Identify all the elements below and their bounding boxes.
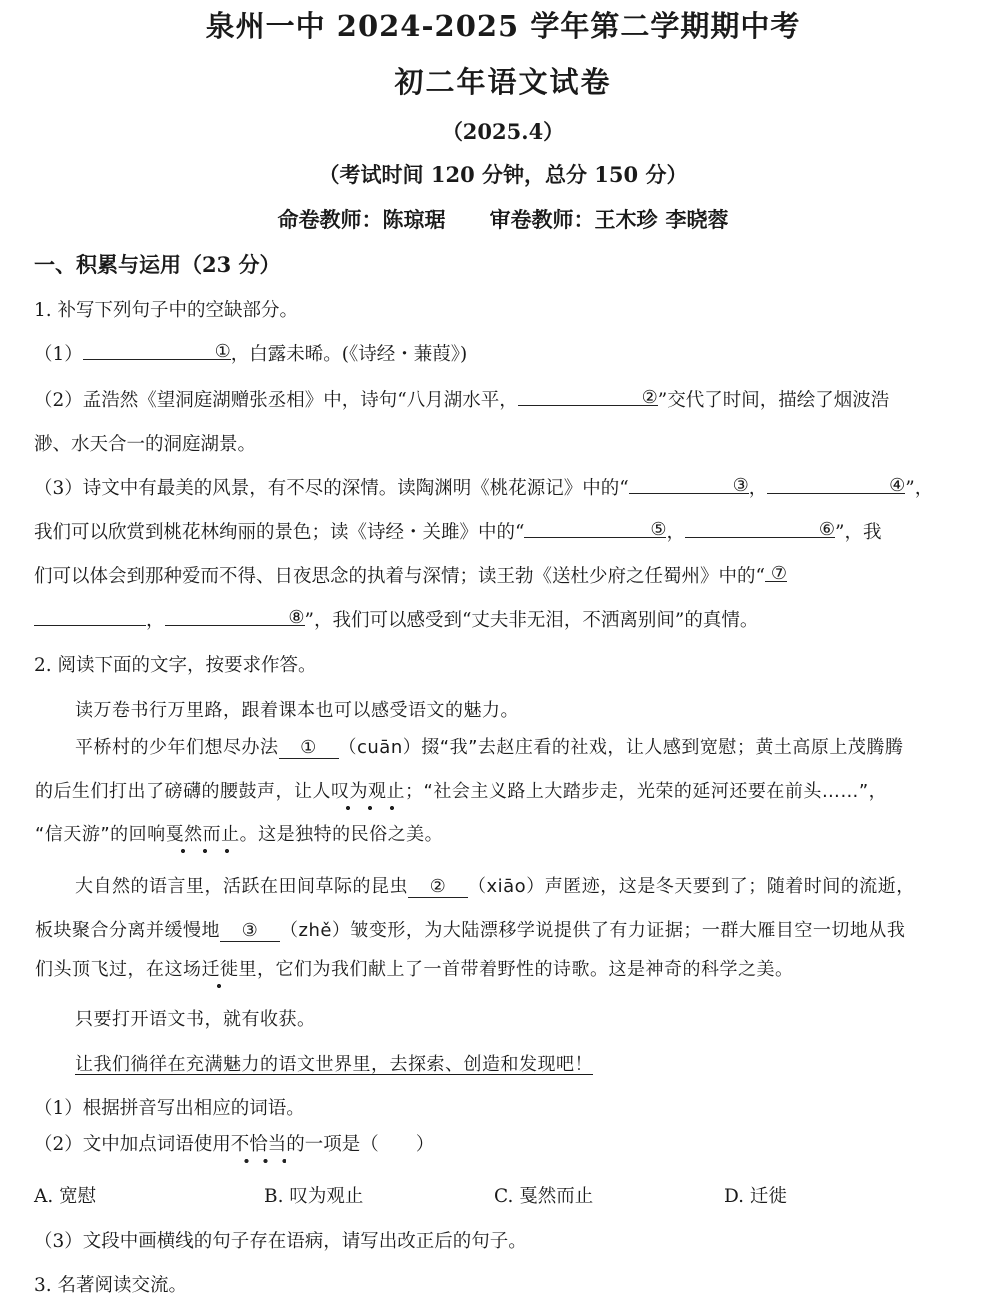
- q2-para3-line1: 大自然的语言里，活跃在田间草际的昆虫 ② （xiāo）声匿迹，这是冬天要到了；随着时间的流逝，: [75, 876, 915, 897]
- q2-sub2: （2）文中加点词语使用不恰当的一项是（ ）: [34, 1130, 972, 1156]
- word-kuanwei: 宽慰: [699, 737, 737, 758]
- q2-sub1: （1）根据拼音写出相应的词语。: [34, 1098, 305, 1119]
- word-jiaranerzhi: 戛然而止: [166, 824, 240, 855]
- pinyin-blank-3[interactable]: ③: [220, 920, 280, 942]
- q2-underlined-sentence: 让我们徜徉在充满魅力的语文世界里，去探索、创造和发现吧！: [75, 1054, 593, 1075]
- blank-5[interactable]: ⑤: [524, 519, 666, 538]
- blank-1[interactable]: ①: [83, 341, 231, 360]
- q2-para3-line2: 板块聚合分离并缓慢地 ③ （zhě）皱变形，为大陆漂移学说提供了有力证据；一群大雁目空一切地从我: [35, 920, 906, 941]
- exam-info: （考试时间 120 分钟，总分 150 分）: [318, 162, 688, 187]
- q1-stem: 1. 补写下列句子中的空缺部分。: [34, 300, 299, 321]
- exam-subtitle: 初二年语文试卷: [394, 65, 612, 99]
- option-a[interactable]: A. 宽慰: [34, 1186, 97, 1207]
- blank-7[interactable]: [34, 607, 146, 626]
- section-title: 一、积累与运用（23 分）: [34, 252, 281, 277]
- pinyin-blank-1[interactable]: ①: [279, 737, 339, 759]
- q2-para3-line3: 们头顶飞过，在这场迁徙里，它们为我们献上了一首带着野性的诗歌。这是神奇的科学之美。: [35, 955, 975, 981]
- q2-sub3: （3）文段中画横线的句子存在语病，请写出改正后的句子。: [34, 1231, 527, 1252]
- q1-part3-line2: 我们可以欣赏到桃花林绚丽的景色；读《诗经・关雎》中的“ ⑤ ， ⑥ ”，我: [34, 519, 882, 543]
- word-qianxi: 迁徙: [202, 959, 239, 990]
- blank-6[interactable]: ⑥: [685, 519, 835, 538]
- q1-part2: （2）孟浩然《望洞庭湖赠张丞相》中，诗句“八月湖水平， ② ”交代了时间，描绘了烟波浩: [34, 387, 890, 411]
- pinyin-blank-2[interactable]: ②: [408, 876, 468, 898]
- reviewer-2: 李晓蓉: [665, 207, 729, 232]
- q2-para2-line2: 的后生们打出了磅礴的腰鼓声，让人叹为观止；“社会主义路上大踏步走，光荣的延河还要在前头……”，: [35, 777, 975, 803]
- blank-8[interactable]: ⑧: [165, 607, 305, 626]
- word-tanweiguanzhi: 叹为观止: [331, 781, 405, 812]
- q2-para1: 读万卷书行万里路，跟着课本也可以感受语文的魅力。: [75, 700, 519, 721]
- blank-4[interactable]: ④: [767, 475, 905, 494]
- option-b[interactable]: B. 叹为观止: [264, 1186, 364, 1207]
- q2-para2-line3: “信天游”的回响戛然而止。这是独特的民俗之美。: [35, 820, 975, 846]
- exam-date: （2025.4）: [441, 119, 565, 144]
- q2-para2-line1: 平桥村的少年们想尽办法 ① （cuān）掇“我”去赵庄看的社戏，让人感到宽慰；黄土高原上茂腾腾: [75, 737, 904, 758]
- q1-part3-line3: 们可以体会到那种爱而不得、日夜思念的执着与深情；读王勃《送杜少府之任蜀州》中的“ ⑦: [34, 563, 787, 587]
- q2-para4: 只要打开语文书，就有收获。: [75, 1009, 316, 1030]
- blank-2[interactable]: ②: [518, 387, 658, 406]
- q2-stem: 2. 阅读下面的文字，按要求作答。: [34, 655, 317, 676]
- setter: 命卷教师：陈琼琚: [277, 207, 446, 232]
- blank-3[interactable]: ③: [629, 475, 749, 494]
- reviewer: 审卷教师：王木珍: [489, 207, 658, 232]
- q1-part3-line1: （3）诗文中有最美的风景，有不尽的深情。读陶渊明《桃花源记》中的“ ③ ， ④ ”，: [34, 475, 934, 499]
- q1-part3-line4: ， ⑧ ”，我们可以感受到“丈夫非无泪，不洒离别间”的真情。: [34, 606, 972, 632]
- teachers-line: [0, 204, 1006, 234]
- exam-title: 泉州一中 2024-2025 学年第二学期期中考: [205, 9, 801, 43]
- q1-part2-cont: 渺、水天合一的洞庭湖景。: [34, 434, 257, 455]
- option-d[interactable]: D. 迁徙: [724, 1186, 787, 1207]
- q3-stem: 3. 名著阅读交流。: [34, 1275, 188, 1296]
- dotted-buqiadang: 不恰当: [231, 1134, 287, 1165]
- q1-part1: （1） ① ，白露未晞。(《诗经・蒹葭》): [34, 341, 468, 365]
- blank-7-mark[interactable]: ⑦: [765, 563, 787, 582]
- option-c[interactable]: C. 戛然而止: [494, 1186, 594, 1207]
